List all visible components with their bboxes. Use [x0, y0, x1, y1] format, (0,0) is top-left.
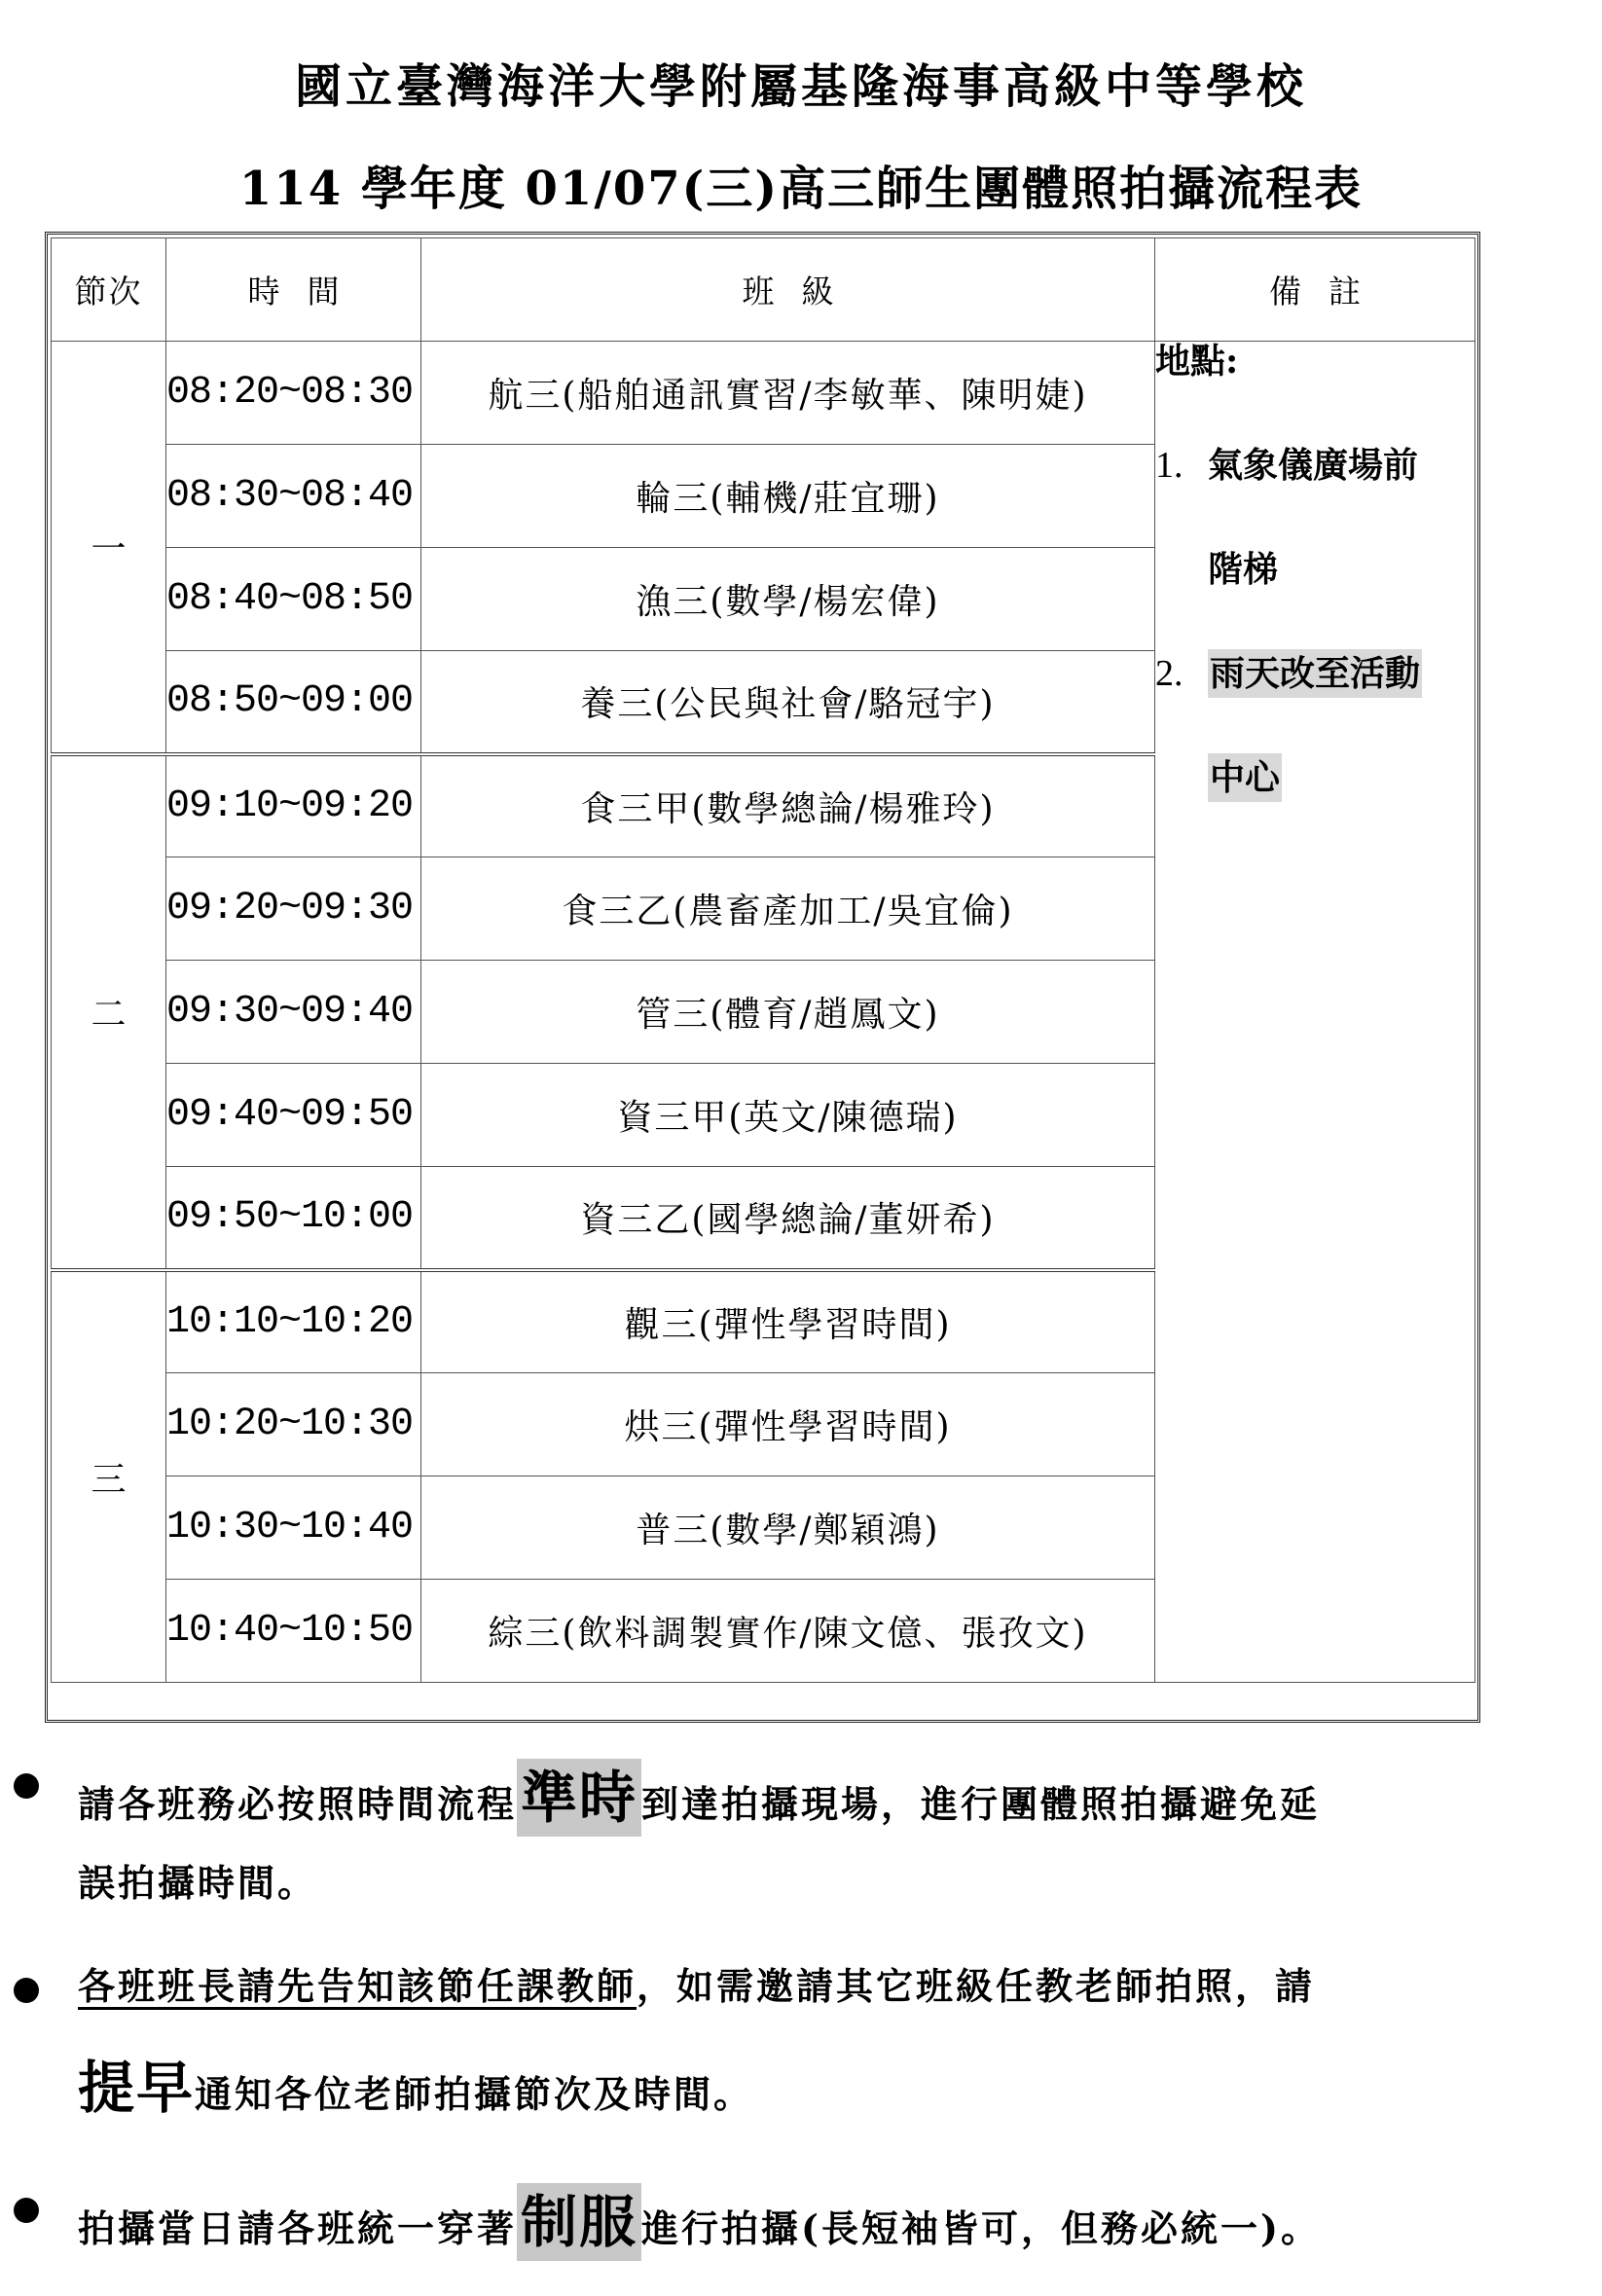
class-cell: 食三甲(數學總論/楊雅玲) — [421, 754, 1155, 857]
period-cell: 三 — [52, 1270, 166, 1683]
class-cell: 資三乙(國學總論/董妍希) — [421, 1167, 1155, 1270]
schedule-title: 114 學年度 01/07(三)高三師生團體照拍攝流程表 — [238, 162, 1364, 216]
time-cell: 09:20~09:30 — [166, 857, 421, 961]
emphasis-early: 提早 — [78, 2055, 196, 2121]
time-cell: 08:40~08:50 — [166, 548, 421, 651]
text: 通知各位老師拍攝節次及時間。 — [195, 2072, 754, 2116]
period-cell: 二 — [52, 754, 166, 1270]
time-cell: 09:10~09:20 — [166, 754, 421, 857]
time-cell: 09:40~09:50 — [166, 1064, 421, 1167]
time-cell: 08:20~08:30 — [166, 342, 421, 445]
item-number: 1. — [1155, 445, 1183, 486]
class-cell: 航三(船舶通訊實習/李敏華、陳明婕) — [421, 342, 1155, 445]
class-cell: 資三甲(英文/陳德瑞) — [421, 1064, 1155, 1167]
time-cell: 08:30~08:40 — [166, 445, 421, 548]
text: ，如需邀請其它班級任教老師拍照，請 — [637, 1964, 1316, 2008]
emphasis-uniform: 制服 — [517, 2183, 641, 2261]
table-header-row — [52, 238, 1475, 342]
class-cell: 漁三(數學/楊宏偉) — [421, 548, 1155, 651]
emphasis-on-time: 準時 — [517, 1759, 641, 1837]
bullet-2-line-1 — [78, 1956, 1315, 2010]
class-cell: 管三(體育/趙鳳文) — [421, 961, 1155, 1064]
schedule-table — [51, 237, 1475, 1683]
time-cell: 08:50~09:00 — [166, 651, 421, 754]
location-item-1 — [1155, 446, 1475, 550]
class-cell: 普三(數學/鄭穎鴻) — [421, 1476, 1155, 1580]
period-cell: 一 — [52, 342, 166, 754]
item-text: 階梯 — [1208, 549, 1279, 590]
bullet-1-line-1 — [78, 1752, 1320, 1834]
time-cell: 09:30~09:40 — [166, 961, 421, 1064]
time-cell: 10:10~10:20 — [166, 1270, 421, 1373]
location-item-1-cont — [1155, 550, 1475, 654]
class-cell: 輪三(輔機/莊宜珊) — [421, 445, 1155, 548]
bullet-2-line-2 — [78, 2042, 753, 2124]
header-notes: 備註 — [1155, 238, 1475, 342]
text: 到達拍攝現場，進行團體照拍攝避免延 — [641, 1782, 1321, 1826]
highlighted-text: 中心 — [1208, 753, 1282, 802]
bullet-dot-icon — [14, 2198, 39, 2223]
underlined-text: 各班班長請先告知該節任課教師 — [78, 1964, 637, 2008]
highlighted-text: 雨天改至活動 — [1208, 649, 1422, 698]
item-number: 2. — [1155, 653, 1183, 694]
header-period: 節次 — [52, 238, 166, 342]
notes-cell — [1155, 342, 1475, 1683]
time-cell: 10:20~10:30 — [166, 1373, 421, 1476]
bullet-3-line-1 — [78, 2176, 1321, 2258]
bullet-dot-icon — [14, 1773, 39, 1799]
item-text: 氣象儀廣場前 — [1208, 445, 1419, 486]
time-cell: 10:40~10:50 — [166, 1580, 421, 1683]
location-item-2-cont — [1155, 758, 1475, 862]
text: 拍攝當日請各班統一穿著 — [78, 2206, 518, 2250]
class-cell: 食三乙(農畜產加工/吳宜倫) — [421, 857, 1155, 961]
class-cell: 養三(公民與社會/駱冠宇) — [421, 651, 1155, 754]
class-cell: 烘三(彈性學習時間) — [421, 1373, 1155, 1476]
text: 請各班務必按照時間流程 — [78, 1782, 518, 1826]
header-time: 時間 — [166, 238, 421, 342]
text: 進行拍攝(長短袖皆可，但務必統一)。 — [641, 2206, 1321, 2250]
header-class: 班級 — [421, 238, 1155, 342]
location-item-2 — [1155, 654, 1475, 758]
class-cell: 觀三(彈性學習時間) — [421, 1270, 1155, 1373]
bullet-1-line-2: 誤拍攝時間。 — [78, 1861, 318, 1905]
table-row — [52, 342, 1475, 445]
time-cell: 09:50~10:00 — [166, 1167, 421, 1270]
location-heading: 地點: — [1155, 341, 1239, 382]
class-cell: 綜三(飲料調製實作/陳文億、張孜文) — [421, 1580, 1155, 1683]
school-name-title: 國立臺灣海洋大學附屬基隆海事高級中等學校 — [294, 59, 1307, 114]
time-cell: 10:30~10:40 — [166, 1476, 421, 1580]
bullet-dot-icon — [14, 1978, 39, 2003]
